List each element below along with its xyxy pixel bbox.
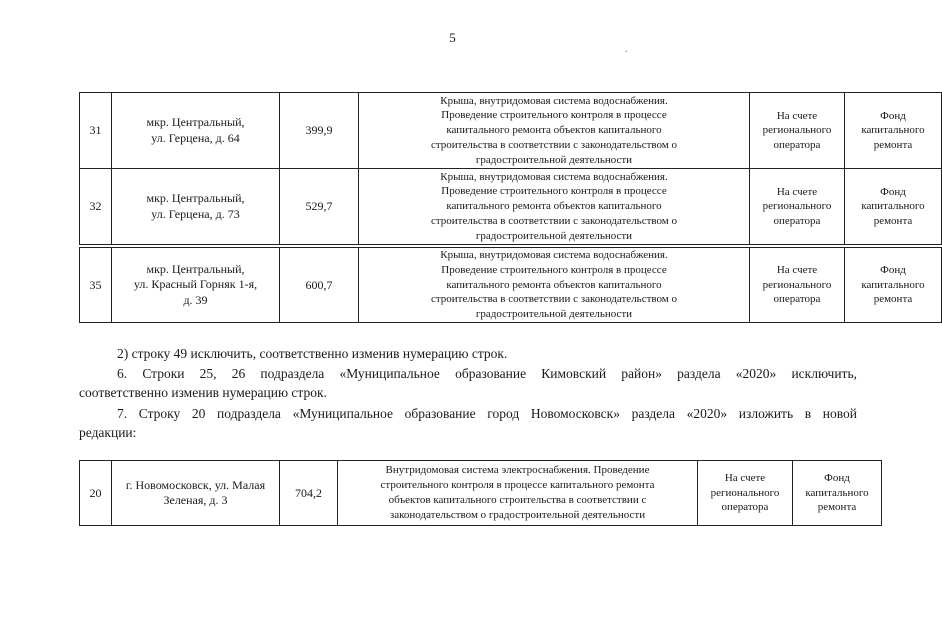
address-line: г. Новомосковск, ул. Малая [125,477,266,492]
address-line: ул. Герцена, д. 73 [151,206,240,221]
works-line: Внутридомовая система электроснабжения. Проведение [385,464,650,477]
fund-line: капитального [861,200,925,213]
owner-line: оператора [721,501,769,514]
page-number: 5 [449,30,456,45]
fund-line: ремонта [873,138,913,151]
owner-line: На счете [776,109,818,122]
owner-cell [750,248,845,323]
table-row [80,93,942,169]
works-line: строительства в соответствии с законодательством о [430,293,678,306]
address-line: мкр. Центральный, [146,115,245,129]
fund-line: ремонта [817,501,857,514]
address-cell [112,461,280,526]
address-line: ул. Красный Горняк 1-я, [133,277,258,292]
fund-line: Фонд [824,472,850,485]
works-line: капитального ремонта объектов капитального [446,124,662,137]
owner-line: регионального [762,278,832,291]
address-line: ул. Герцена, д. 64 [151,130,240,145]
area-cell: 704,2 [280,461,338,526]
works-line: капитального ремонта объектов капитального [446,278,662,291]
fund-line: Фонд [880,109,906,122]
owner-cell [698,461,793,526]
paragraph-7-line-2: редакции: [79,425,137,440]
works-line: Проведение строительного контроля в процессе [441,185,667,198]
fund-line: ремонта [873,214,913,227]
area-cell: 399,9 [280,93,359,169]
fund-cell [845,93,942,169]
row-number: 20 [80,461,112,526]
works-line: Проведение строительного контроля в процессе [441,109,667,122]
works-line: строительства в соответствии с законодательством о [430,214,678,227]
address-cell [112,93,280,169]
table-row [80,169,942,245]
works-line: объектов капитального строительства в соответствии с [388,494,647,506]
works-cell [359,248,750,323]
fund-cell [845,248,942,323]
works-cell [338,461,698,526]
owner-line: оператора [773,138,821,151]
area-cell: 529,7 [280,169,359,245]
area-cell: 600,7 [280,248,359,323]
works-line: градостроительной деятельности [475,308,633,321]
address-line: Зеленая, д. 3 [163,493,228,507]
bottom-table [79,460,882,526]
row-number: 35 [80,248,112,323]
owner-cell [750,93,845,169]
row-number: 32 [80,169,112,245]
address-line: мкр. Центральный, [146,191,245,205]
address-cell [112,169,280,245]
address-line: д. 39 [183,292,208,307]
fund-line: Фонд [880,185,906,198]
owner-cell [750,169,845,245]
works-line: Крыша, внутридомовая система водоснабжения. [440,94,668,107]
owner-line: На счете [776,264,818,277]
scan-speck: . [625,44,628,55]
owner-line: регионального [710,486,780,499]
fund-line: Фонд [880,264,906,277]
owner-line: регионального [762,200,832,213]
top-table [79,92,942,245]
fund-line: капитального [861,278,925,291]
paragraph-7-line-1: 7. Строку 20 подраздела «Муниципальное образование город Новомосковск» раздела «2020» изложить в новой [117,406,857,421]
address-line: мкр. Центральный, [146,261,245,276]
paragraph-6-line-1: 6. Строки 25, 26 подраздела «Муниципальное образование Кимовский район» раздела «2020» исключить, [117,366,857,381]
fund-line: ремонта [873,293,913,306]
works-line: градостроительной деятельности [475,229,633,242]
works-line: строительного контроля в процессе капитального ремонта [380,479,655,492]
works-line: градостроительной деятельности [475,153,633,166]
fund-cell [793,461,882,526]
works-line: строительства в соответствии с законодательством о [430,138,678,151]
owner-line: На счете [724,472,766,485]
works-line: законодательством о градостроительной деятельности [389,508,646,521]
paragraph-6-line-2: соответственно изменив нумерацию строк. [79,385,327,400]
fund-line: капитального [805,486,869,499]
works-cell [359,93,750,169]
paragraph-2: 2) строку 49 исключить, соответственно изменив нумерацию строк. [117,346,508,361]
fund-line: капитального [861,124,925,137]
table-row [80,461,882,526]
table-row [80,248,942,323]
address-cell [112,248,280,323]
works-line: капитального ремонта объектов капитального [446,200,662,213]
owner-line: оператора [773,214,821,227]
works-cell [359,169,750,245]
owner-line: регионального [762,124,832,137]
owner-line: оператора [773,293,821,306]
fund-cell [845,169,942,245]
works-line: Крыша, внутридомовая система водоснабжения. [440,249,668,261]
works-line: Крыша, внутридомовая система водоснабжения. [440,170,668,183]
row-number: 31 [80,93,112,169]
works-line: Проведение строительного контроля в процессе [441,263,667,276]
mid-table [79,247,942,323]
owner-line: На счете [776,185,818,198]
